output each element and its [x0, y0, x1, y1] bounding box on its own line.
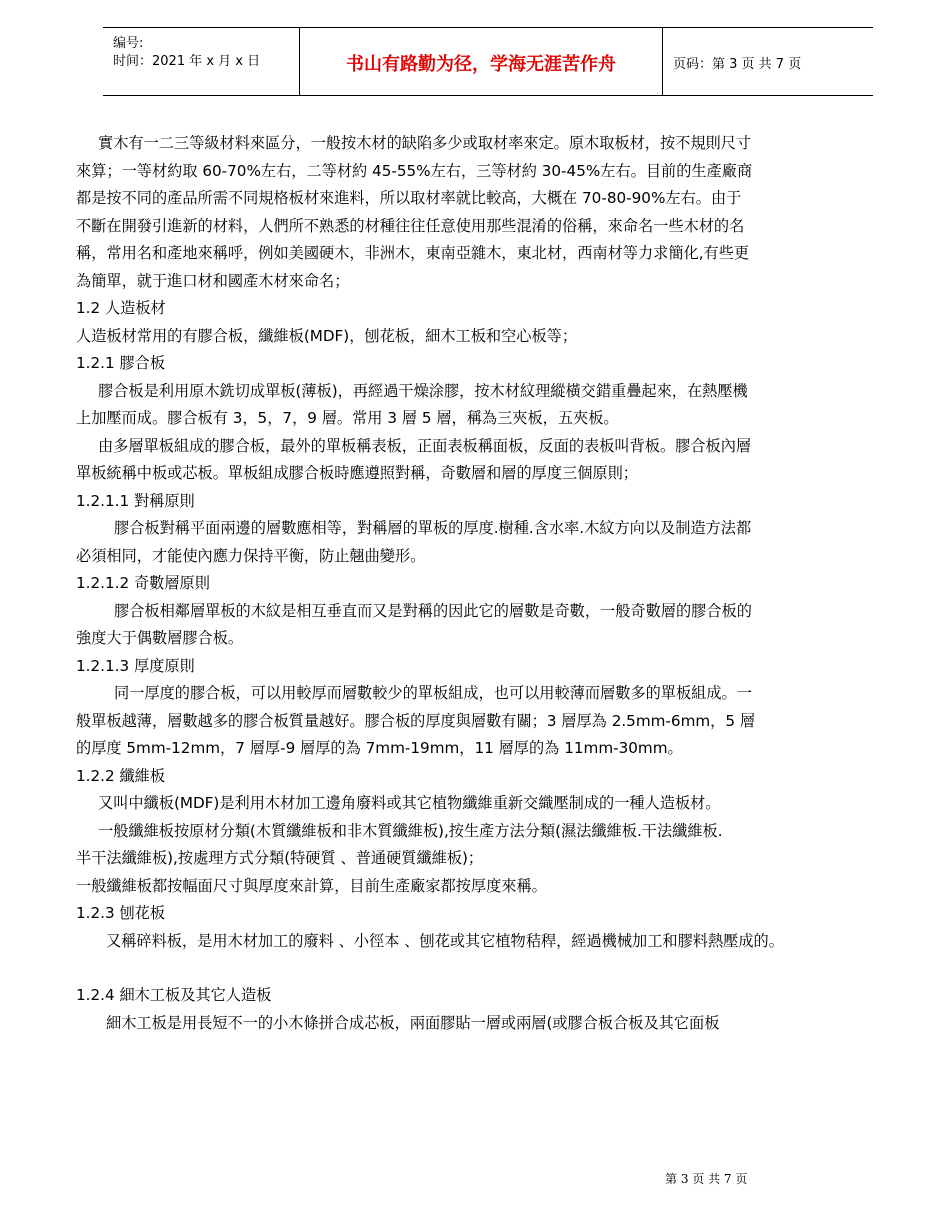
body-paragraph: 必須相同，才能使內應力保持平衡，防止翹曲變形。	[76, 546, 426, 565]
body-paragraph: 實木有一二三等級材料來區分，一般按木材的缺陷多少或取材率來定。原木取板材，按不規則尺寸	[98, 134, 752, 152]
body-paragraph: 上加壓而成。膠合板有 3，5，7，9 層。常用 3 層 5 層，稱為三夾板，五夾板。	[76, 409, 619, 427]
paragraph-spacer	[76, 955, 906, 982]
body-paragraph: 一般纖維板都按幅面尺寸與厚度來計算，目前生產廠家都按厚度來稱。	[76, 876, 547, 895]
section-heading: 1.2.1.1 對稱原則	[76, 491, 195, 510]
header-motto: 书山有路勤为径，学海无涯苦作舟	[346, 54, 616, 75]
body-paragraph: 單板統稱中板或芯板。單板組成膠合板時應遵照對稱，奇數層和層的厚度三個原則；	[76, 464, 638, 482]
header-divider	[662, 28, 663, 95]
body-paragraph: 膠合板是利用原木銑切成單板(薄板)，再經過干燥涂膠，按木材紋理縱橫交錯重疊起來，在熱壓機	[98, 381, 748, 400]
section-heading: 1.2.2 纖維板	[76, 766, 166, 785]
body-paragraph: 稱，常用名和產地來稱呼，例如美國硬木，非洲木，東南亞雜木，東北材，西南材等力求簡化,有些更	[76, 244, 750, 262]
header-page-info: 页码：第 3 页 共 7 页	[673, 57, 802, 72]
body-paragraph: 細木工板是用長短不一的小木條拼合成芯板，兩面膠貼一層或兩層(或膠合板合板及其它面板	[106, 1013, 720, 1032]
section-heading: 1.2.1 膠合板	[76, 354, 166, 372]
body-paragraph: 都是按不同的產品所需不同規格板材來進料，所以取材率就比較高，大概在 70-80-90%左右。由于	[76, 189, 742, 207]
body-paragraph: 膠合板相鄰層單板的木紋是相互垂直而又是對稱的因此它的層數是奇數，一般奇數層的膠合板的	[114, 601, 752, 620]
body-paragraph: 又叫中纖板(MDF)是利用木材加工邊角廢料或其它植物纖維重新交織壓制成的一種人造板材。	[98, 794, 721, 812]
body-paragraph: 由多層單板組成的膠合板，最外的單板稱表板，正面表板稱面板，反面的表板叫背板。膠合板內層	[98, 436, 752, 455]
body-paragraph: 來算；一等材約取 60-70%左右，二等材約 45-55%左右，三等材約 30-45%左右。目前的生產廠商	[76, 161, 753, 180]
section-heading: 1.2.4 細木工板及其它人造板	[76, 986, 272, 1004]
body-paragraph: 又稱碎料板，是用木材加工的廢料 、小徑本 、刨花或其它植物秸稈，經過機械加工和膠料熱壓成的。	[106, 931, 784, 950]
body-paragraph: 膠合板對稱平面兩邊的層數應相等，對稱層的單板的厚度.樹種.含水率.木紋方向以及制造方法都	[114, 519, 752, 537]
document-number-label: 编号:	[113, 36, 144, 51]
section-heading: 1.2 人造板材	[76, 299, 166, 317]
body-paragraph: 半干法纖維板),按處理方式分類(特硬質 、普通硬質纖維板)；	[76, 849, 484, 867]
body-paragraph: 強度大于偶數層膠合板。	[76, 629, 244, 647]
body-paragraph: 不斷在開發引進新的材料，人們所不熟悉的材種往往任意使用那些混淆的俗稱，來命名一些木材的名	[76, 216, 745, 235]
body-paragraph: 般單板越薄，層數越多的膠合板質量越好。膠合板的厚度與層數有關；3 層厚為 2.5mm-6mm，5 層	[76, 711, 756, 730]
page-footer: 第 3 页 共 7 页	[665, 1172, 748, 1186]
section-heading: 1.2.3 刨花板	[76, 904, 166, 922]
body-paragraph: 人造板材常用的有膠合板，纖維板(MDF)，刨花板，細木工板和空心板等；	[76, 326, 578, 345]
document-body	[76, 130, 906, 1037]
body-paragraph: 一般纖維板按原材分類(木質纖維板和非木質纖維板),按生產方法分類(濕法纖維板.干法纖維板.	[98, 821, 723, 840]
page-header	[103, 27, 873, 96]
section-heading: 1.2.1.3 厚度原則	[76, 656, 195, 675]
body-paragraph: 的厚度 5mm-12mm，7 層厚-9 層厚的為 7mm-19mm，11 層厚的為 11mm-30mm。	[76, 739, 683, 757]
section-heading: 1.2.1.2 奇數層原則	[76, 574, 210, 592]
document-date: 时间：2021 年 x 月 x 日	[113, 54, 261, 69]
body-paragraph: 同一厚度的膠合板，可以用較厚而層數較少的單板組成，也可以用較薄而層數多的單板組成。一	[114, 684, 752, 702]
body-paragraph: 為簡單，就于進口材和國產木材來命名；	[76, 271, 350, 290]
